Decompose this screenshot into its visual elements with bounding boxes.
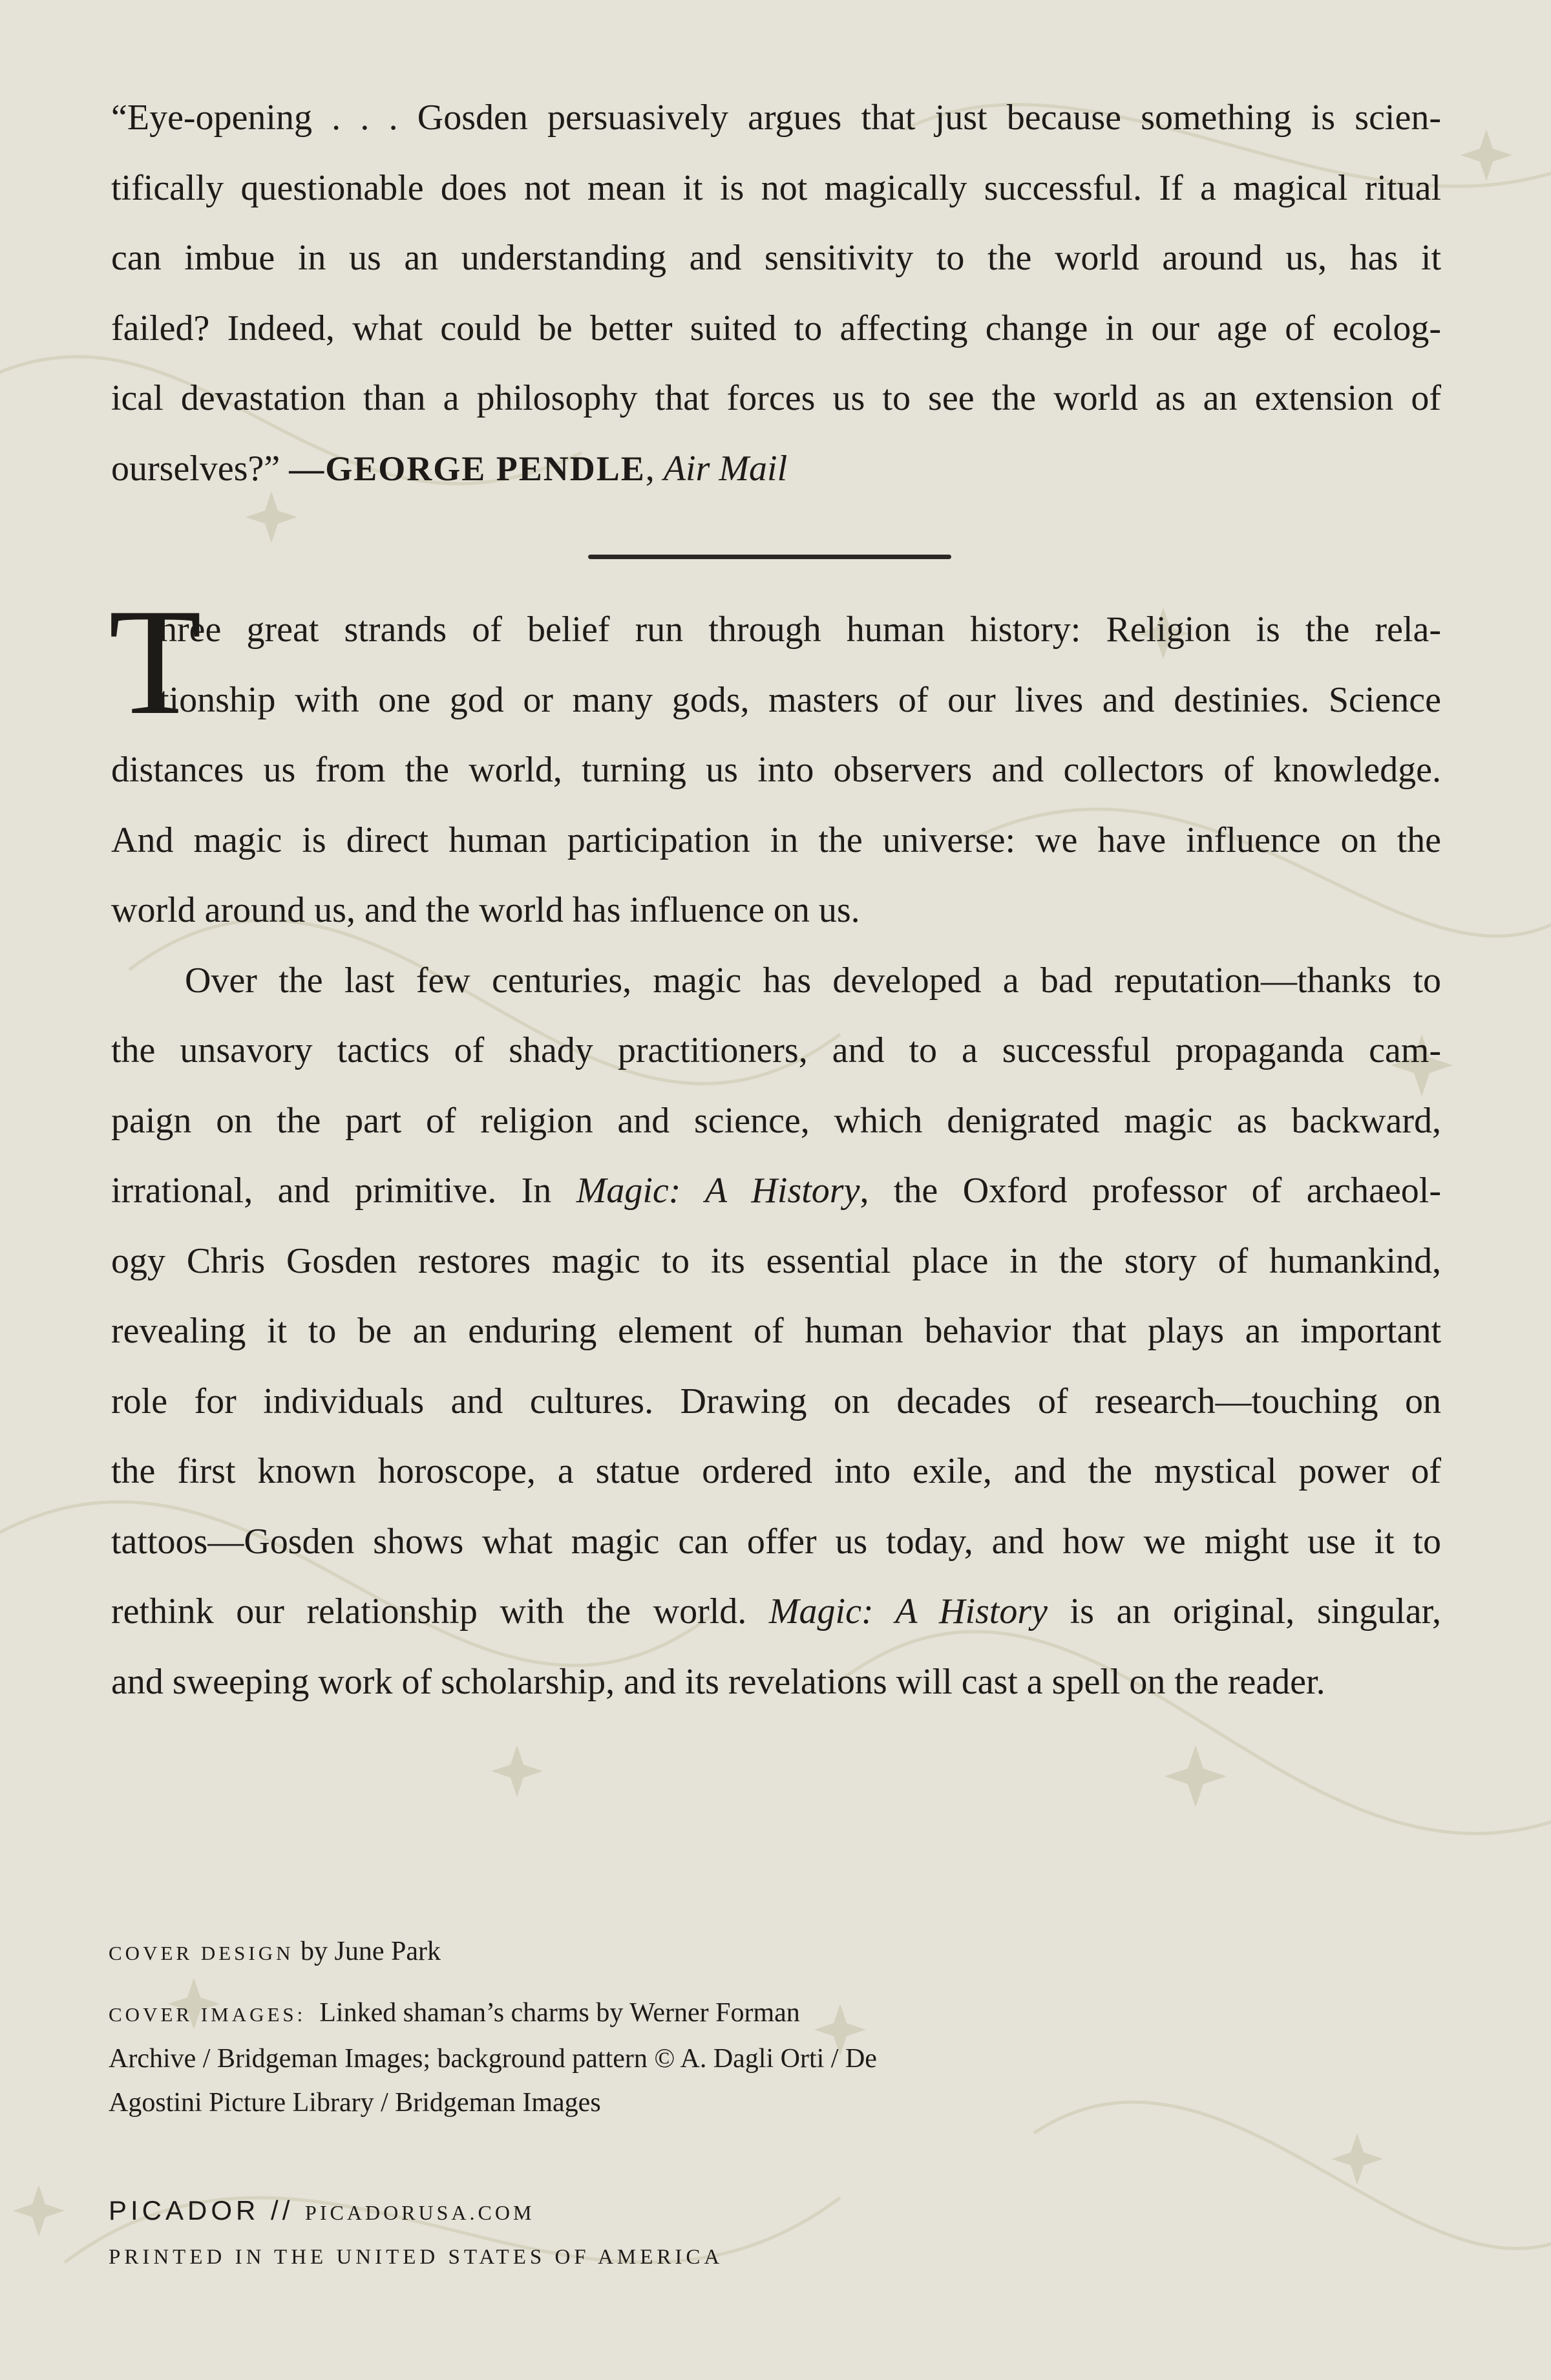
text-segment: rethink our relationship with the world. xyxy=(111,1591,769,1631)
italic-title: Magic: A History xyxy=(768,1591,1048,1631)
cover-images-value: Linked shaman’s charms by Werner Forman Archive / Bridgeman Images; background pattern © A. Dagli Orti / De Agostini Picture Library / Bridgeman Images xyxy=(109,1998,877,2118)
text-segment: ogy Chris Gosden restores magic to its essential place in the story of humankind, xyxy=(111,1240,1441,1281)
text-line xyxy=(111,805,1441,876)
text-line xyxy=(111,83,1441,153)
text-line xyxy=(111,1647,1441,1717)
text-segment: irrational, and primitive. In xyxy=(111,1171,576,1211)
text-line xyxy=(111,735,1441,805)
text-line xyxy=(111,665,1441,736)
publisher-line xyxy=(109,2195,534,2226)
text-segment: Over the last few centuries, magic has developed a bad reputation—thanks to xyxy=(185,960,1441,1001)
text-line xyxy=(111,434,1441,504)
text-segment: ourselves?” xyxy=(111,448,290,489)
text-segment: paign on the part of religion and science, which denigrated magic as backward, xyxy=(111,1100,1441,1141)
text-line xyxy=(111,946,1441,1016)
text-segment: and sweeping work of scholarship, and its revelations will cast a spell on the reader. xyxy=(111,1661,1325,1702)
text-segment: tifically questionable does not mean it is not magically successful. If a magical ritual xyxy=(111,167,1441,208)
text-segment: “Eye-opening . . . Gosden persuasively argues that just because something is scien- xyxy=(111,98,1441,138)
text-segment: distances us from the world, turning us into observers and collectors of knowledge. xyxy=(111,750,1441,790)
text-segment: ical devastation than a philosophy that forces us to see the world as an extension of xyxy=(111,378,1441,418)
text-line xyxy=(111,1156,1441,1226)
text-line xyxy=(111,153,1441,224)
text-line xyxy=(111,1436,1441,1507)
italic-title: Magic: A History xyxy=(576,1171,860,1211)
text-line xyxy=(111,1296,1441,1366)
text-segment: , xyxy=(645,448,664,489)
cover-design-label: COVER DESIGN xyxy=(109,1942,294,1964)
text-line xyxy=(111,1507,1441,1577)
text-segment: And magic is direct human participation in the universe: we have influence on the xyxy=(111,820,1441,860)
text-segment: tionship with one god or many gods, masters of our lives and destinies. Science xyxy=(159,679,1441,720)
text-segment: the unsavory tactics of shady practitioners, and to a successful propaganda cam- xyxy=(111,1030,1441,1070)
text-line xyxy=(111,223,1441,293)
text-line xyxy=(111,1086,1441,1156)
text-line xyxy=(111,363,1441,434)
italic-title: Air Mail xyxy=(663,448,788,489)
text-segment: tattoos—Gosden shows what magic can offer us today, and how we might use it to xyxy=(111,1521,1441,1562)
text-segment: the first known horoscope, a statue ordered into exile, and the mystical power of xyxy=(111,1451,1441,1491)
drop-cap: T xyxy=(109,578,202,747)
text-line xyxy=(111,293,1441,364)
text-line xyxy=(111,875,1441,946)
cover-images-credit xyxy=(109,1991,884,2125)
divider-rule xyxy=(588,555,951,559)
text-segment: failed? Indeed, what could be better suited to affecting change in our age of ecolog- xyxy=(111,308,1441,348)
text-segment: , the Oxford professor of archaeol- xyxy=(860,1171,1441,1211)
cover-images-label: COVER IMAGES: xyxy=(109,2003,306,2026)
attribution-name: —GEORGE PENDLE xyxy=(289,449,646,488)
text-line xyxy=(111,595,1441,665)
printed-notice: PRINTED IN THE UNITED STATES OF AMERICA xyxy=(109,2246,724,2269)
text-segment: hree great strands of belief run through human history: Religion is the rela- xyxy=(159,610,1441,650)
text-segment: role for individuals and cultures. Drawing on decades of research—touching on xyxy=(111,1381,1441,1421)
text-line xyxy=(111,1366,1441,1437)
publisher-url[interactable]: PICADORUSA.COM xyxy=(305,2201,535,2224)
text-segment: world around us, and the world has influence on us. xyxy=(111,890,860,930)
text-line xyxy=(111,1226,1441,1297)
review-quote xyxy=(111,83,1441,504)
text-segment: can imbue in us an understanding and sensitivity to the world around us, has it xyxy=(111,238,1441,278)
book-description xyxy=(109,578,1441,1717)
publisher-logo: PICADOR xyxy=(109,2195,260,2226)
cover-design-credit xyxy=(109,1936,441,1967)
text-line xyxy=(111,1577,1441,1647)
cover-design-value: by June Park xyxy=(300,1937,441,1966)
text-line xyxy=(111,1015,1441,1086)
separator: // xyxy=(271,2195,294,2226)
text-segment: is an original, singular, xyxy=(1048,1591,1441,1631)
text-segment: revealing it to be an enduring element of human behavior that plays an important xyxy=(111,1311,1441,1351)
